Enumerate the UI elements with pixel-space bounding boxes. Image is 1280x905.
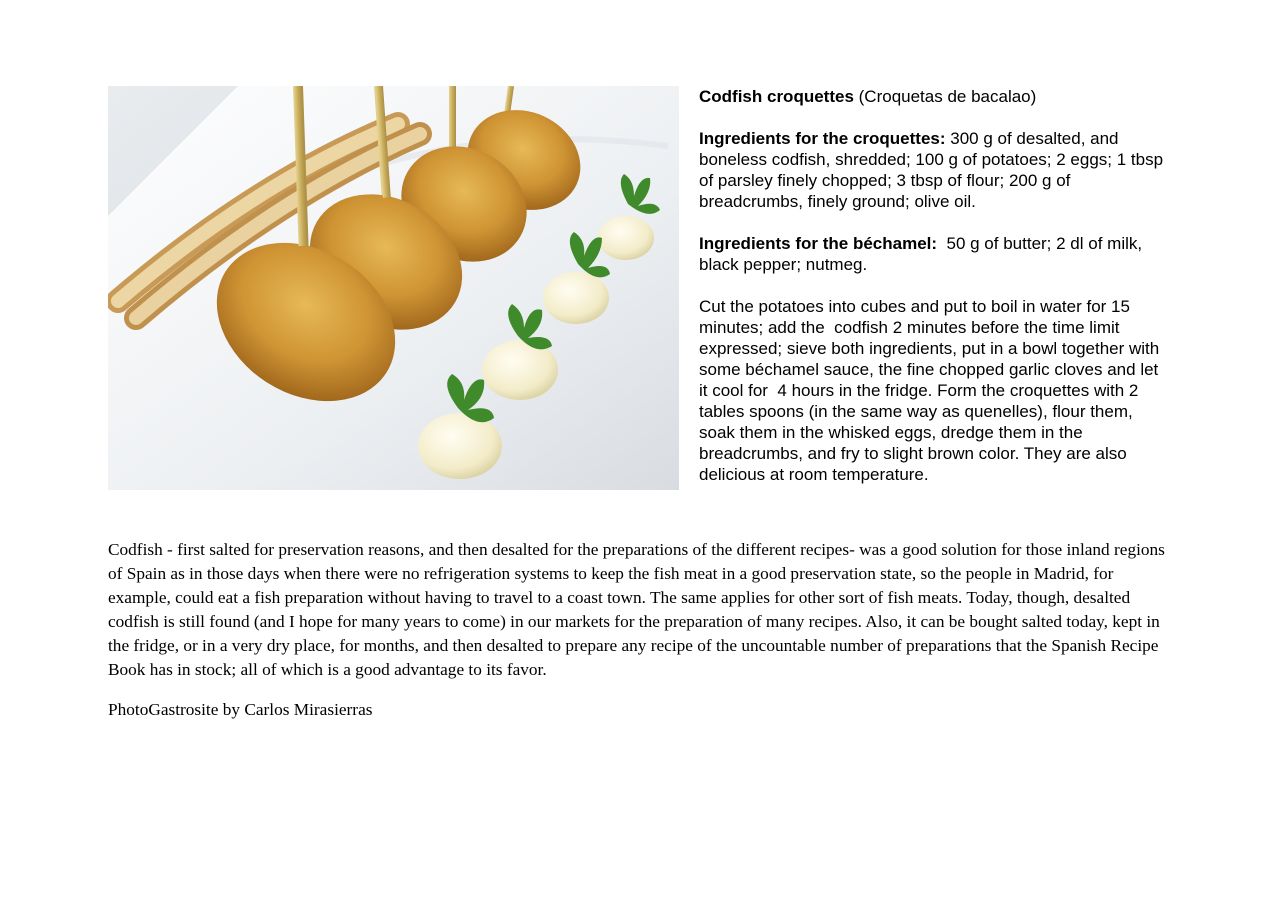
bechamel-ingredients-text: 50 g of butter; 2 dl of milk, black pepper; nutmeg. (699, 234, 1143, 274)
bechamel-ingredients-label: Ingredients for the béchamel: (699, 234, 938, 253)
croquettes-ingredients-label: Ingredients for the croquettes: (699, 129, 946, 148)
bechamel-ingredients (699, 233, 1169, 275)
croquettes-ingredients (699, 128, 1169, 212)
croquettes-photo (108, 86, 679, 490)
recipe-title-line (699, 86, 1169, 107)
essay (108, 538, 1172, 738)
recipe-title: Codfish croquettes (699, 87, 854, 106)
photo-credit: PhotoGastrosite by Carlos Mirasierras (108, 700, 373, 719)
recipe-text (699, 86, 1169, 506)
croquettes-ingredients-text: 300 g of desalted, and boneless codfish, shredded; 100 g of potatoes; 2 eggs; 1 tbsp of parsley finely chopped; 3 tbsp of flour; 200 g of breadcrumbs, finely ground; olive oil. (699, 129, 1164, 211)
recipe-subtitle: (Croquetas de bacalao) (858, 87, 1037, 106)
essay-paragraph: Codfish - first salted for preservation reasons, and then desalted for the preparations of the different recipes- was a good solution for those inland regions of Spain as in those days when there were no refrigeration systems to keep the fish meat in a good preservation state, so the people in Madrid, for example, could eat a fish preparation without having to travel to a coast town. The same applies for other sort of fish meats. Today, though, desalted codfish is still found (and I hope for many years to come) in our markets for the preparation of many recipes. Also, it can be bought salted today, kept in the fridge, or in a very dry place, for months, and then desalted to prepare any recipe of the uncountable number of preparations that the Spanish Recipe Book has in stock; all of which is a good advantage to its favor. (108, 540, 1165, 679)
recipe-method: Cut the potatoes into cubes and put to boil in water for 15 minutes; add the codfish 2 minutes before the time limit expressed; sieve both ingredients, put in a bowl together with some béchamel sauce, the fine chopped garlic cloves and let it cool for 4 hours in the fridge. Form the croquettes with 2 tables spoons (in the same way as quenelles), flour them, soak them in the whisked eggs, dredge them in the breadcrumbs, and fry to slight brown color. They are also delicious at room temperature. (699, 297, 1169, 484)
